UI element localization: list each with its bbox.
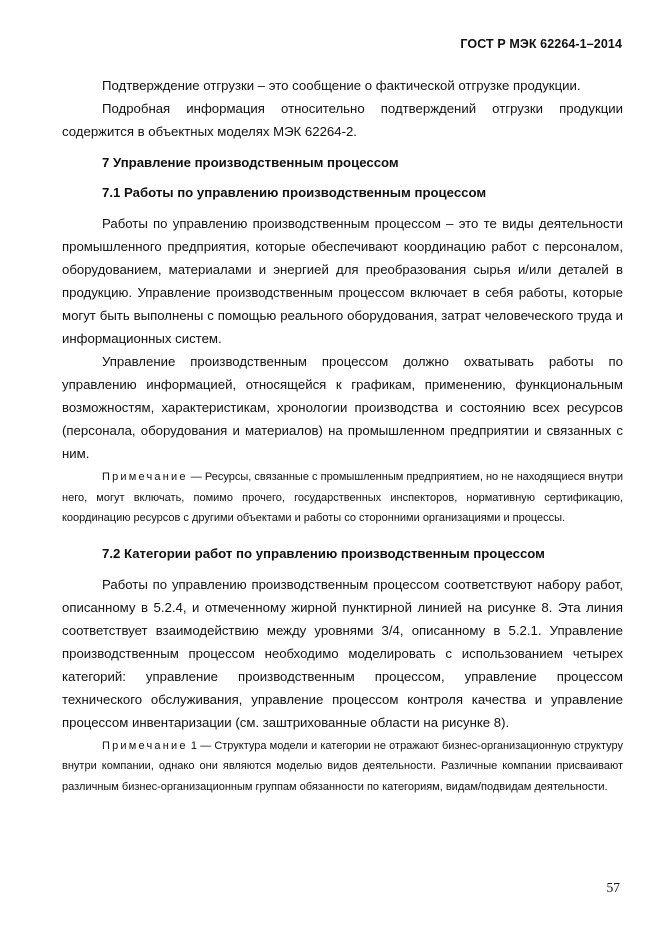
page-content <box>62 74 623 797</box>
paragraph-7-1-scope: Управление производственным процессом должно охватывать работы по управлению информацией, относящейся к графикам, применению, функциональным возможностям, характеристикам, хронологии производства и состоянию всех ресурсов (персонала, оборудования и материалов) на промышленном предприятии и связанных с ним. <box>62 354 623 461</box>
note-label: Примечание <box>102 471 188 483</box>
standard-header: ГОСТ Р МЭК 62264-1–2014 <box>460 37 622 51</box>
paragraph-shipment-details: Подробная информация относительно подтверждений отгрузки продукции содержится в объектных моделях МЭК 62264-2. <box>62 101 623 139</box>
note-text: — Ресурсы, связанные с промышленным предприятием, но не находящиеся внутри него, могут включать, помимо прочего, государственных инспекторов, нормативную сертификацию, координацию ресурсов с другими объектами и работы со сторонними организациями и процессы. <box>62 471 623 524</box>
section-7-heading: 7 Управление производственным процессом <box>102 155 399 170</box>
paragraph-7-2-categories: Работы по управлению производственным процессом соответствуют набору работ, описанному в 5.2.4, и отмеченному жирной пунктирной линией на рисунке 8. Эта линия соответствует взаимодействию между уровнями 3/4, описанному в 5.2.1. Управление производственным процессом необходимо моделировать с использованием четырех категорий: управление производственным процессом, управление процессом технического обслуживания, управление процессом контроля качества и управление процессом инвентаризации (см. заштрихованные области на рисунке 8). <box>62 576 623 730</box>
note-text: 1 — Структура модели и категории не отражают бизнес-организационную структуру внутри компании, однако они являются моделью видов деятельности. Различные компании присваивают различным бизнес-организационным группам обязанности по категориям, видам/подвидам деятельности. <box>62 739 623 793</box>
paragraph-shipment-confirmation: Подтверждение отгрузки – это сообщение о фактической отгрузке продукции. <box>102 78 581 93</box>
note-resources <box>62 467 623 529</box>
paragraph-7-1-definition: Работы по управлению производственным процессом – это те виды деятельности промышленного предприятия, которые обеспечивают координацию работ с персоналом, оборудованием, материалами и энергией для преобразования сырья и/или деталей в продукцию. Управление производственным процессом включает в себя работы, которые могут быть выполнены с помощью реального оборудования, затрат человеческого труда и информационных систем. <box>62 216 623 346</box>
section-7-1-heading: 7.1 Работы по управлению производственным процессом <box>102 185 487 200</box>
section-7-2-heading: 7.2 Категории работ по управлению производственным процессом <box>102 545 545 561</box>
page-number: 57 <box>606 880 620 895</box>
note-label: Примечание <box>102 739 188 752</box>
note-1-structure <box>62 736 623 798</box>
